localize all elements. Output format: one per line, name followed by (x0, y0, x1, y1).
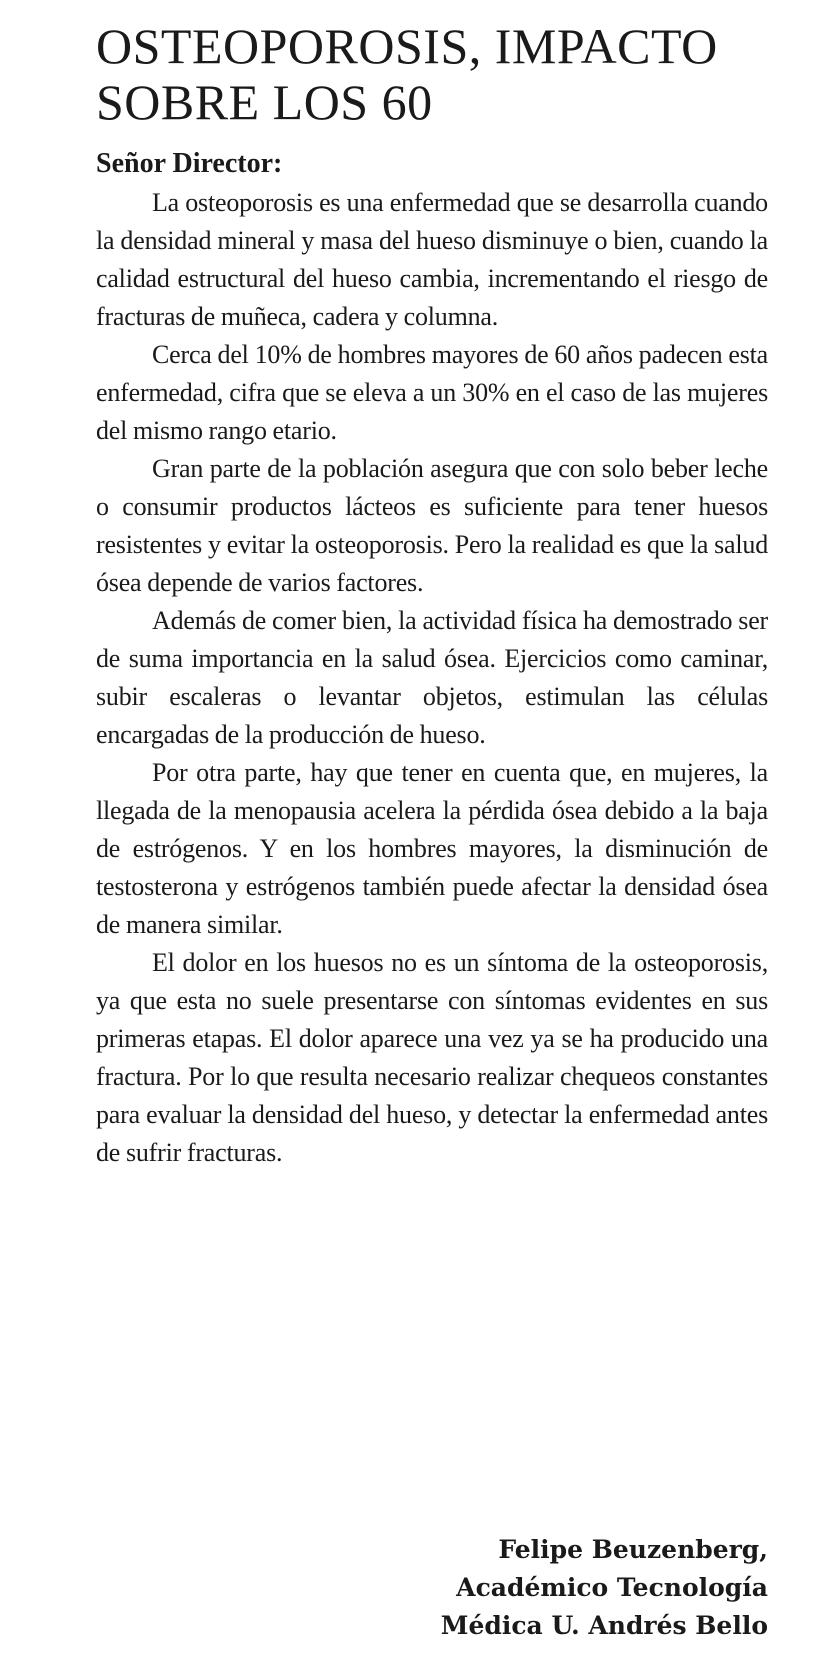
signature-title: Académico Tecnología (456, 1573, 768, 1602)
signature-institution: Médica U. Andrés Bello (440, 1611, 768, 1640)
paragraph-2: Cerca del 10% de hombres mayores de 60 años padecen esta enfermedad, cifra que se eleva a un 30% en el caso de las mujeres del mismo rango etario. (96, 340, 768, 445)
paragraph-4: Además de comer bien, la actividad física ha demostrado ser de suma importancia en la salud ósea. Ejercicios como caminar, subir escaleras o levantar objetos, estimulan las células encargadas de la producción de hueso. (96, 606, 768, 749)
paragraph-3: Gran parte de la población asegura que con solo beber leche o consumir productos lácteos es suficiente para tener huesos resistentes y evitar la osteoporosis. Pero la realidad es que la salud ósea depende de varios factores. (96, 454, 768, 597)
title-line-1: OSTEOPOROSIS, IMPACTO (96, 18, 718, 74)
salutation: Señor Director: (96, 148, 283, 179)
signature-name: Felipe Beuzenberg, (498, 1535, 768, 1564)
paragraph-1: La osteoporosis es una enfermedad que se desarrolla cuando la densidad mineral y masa del hueso disminuye o bien, cuando la calidad estructural del hueso cambia, incrementando el riesgo de fracturas de muñeca, cadera y columna. (96, 188, 768, 331)
paragraph-5: Por otra parte, hay que tener en cuenta que, en mujeres, la llegada de la menopausia acelera la pérdida ósea debido a la baja de estrógenos. Y en los hombres mayores, la disminución de testosterona y estrógenos también puede afectar la densidad ósea de manera similar. (96, 758, 768, 939)
signature-block (441, 1531, 768, 1645)
letter-article (96, 18, 768, 1172)
title-line-2: SOBRE LOS 60 (96, 74, 433, 130)
letter-body (96, 184, 768, 1172)
article-title (96, 18, 768, 130)
paragraph-6: El dolor en los huesos no es un síntoma de la osteoporosis, ya que esta no suele presentarse con síntomas evidentes en sus primeras etapas. El dolor aparece una vez ya se ha producido una fractura. Por lo que resulta necesario realizar chequeos constantes para evaluar la densidad del hueso, y detectar la enfermedad antes de sufrir fracturas. (96, 948, 768, 1167)
